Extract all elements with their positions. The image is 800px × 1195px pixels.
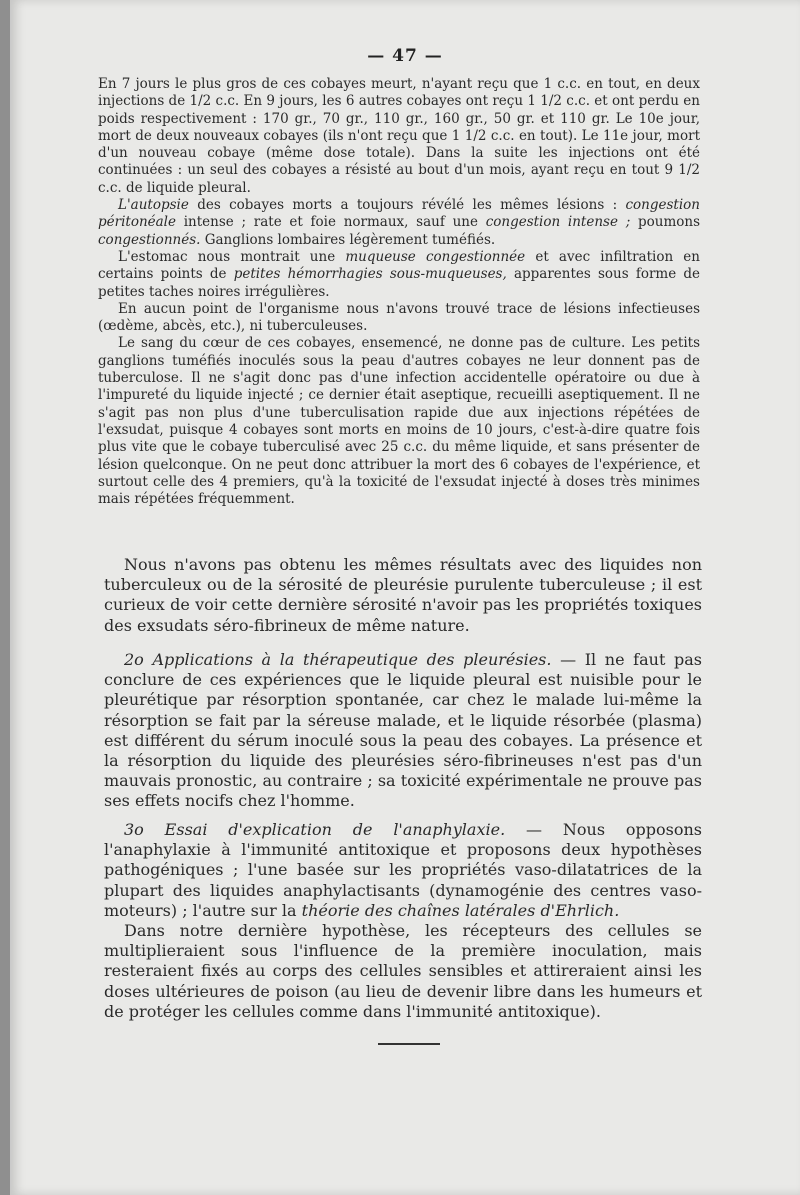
paragraph-experiment: En 7 jours le plus gros de ces cobayes meurt, n'ayant reçu que 1 c.c. en tout, en deux injections de 1/2 c.c. En 9 jours, les 6 autres cobayes ont reçu 1 1/2 c.c. et ont perdu en poids respectivement : 170 gr., 70 gr., 110 gr., 160 gr., 50 gr. et 110 gr. Le 10e jour, mort de deux nouveaux cobayes (ils n'ont reçu que 1 1/2 c.c. en tout). Le 11e jour, mort d'un nouveau cobaye (même dose totale). Dans la suite les injections ont été continuées : un seul des cobayes a résisté au bout d'un mois, ayant reçu en tout 9 1/2 c.c. de liquide pleural. [98,76,700,196]
paragraph-stomach: L'estomac nous montrait une muqueuse congestionnée et avec infiltration en certains points de petites hémorrhagies sous-muqueuses, apparentes sous forme de petites taches noires irrégulières. [98,248,700,300]
paragraph-hypothesis: Dans notre dernière hypothèse, les récepteurs des cellules se multiplieraient sous l'influence de la première inoculation, mais resteraient fixés au corps des cellules sensibles et attireraient ainsi les doses ultérieures de poison (au lieu de devenir libre dans les humeurs et de protéger les cellules comme dans l'immunité antitoxique). [104,921,702,1021]
paragraph-anaphylaxis: 3o Essai d'explication de l'anaphylaxie. — Nous opposons l'anaphylaxie à l'immunité antitoxique et proposons deux hypothèses pathogéniques ; l'une basée sur les propriétés vaso-dilatatrices de la plupart des liquides anaphylactisants (dynamogénie des centres vaso-moteurs) ; l'autre sur la théorie des chaînes latérales d'Ehrlich. Dans notre dernière hypothèse, les récepteurs des cellules se multiplieraient sous l'influence de la première inoculation, mais resteraient fixés au corps des cellules sensibles et attireraient ainsi les doses ultérieures de poison (au lieu de devenir libre dans les humeurs et de protéger les cellules comme dans l'immunité antitoxique). [104,820,702,1021]
heading-applications: 2o Applications à la thérapeutique des pleurésies. [124,650,552,669]
closing-rule [378,1043,440,1045]
paragraph-no-lesions: En aucun point de l'organisme nous n'avons trouvé trace de lésions infectieuses (œdème, abcès, etc.), ni tuberculeuses. [98,300,700,335]
paragraph-other-liquids: Nous n'avons pas obtenu les mêmes résultats avec des liquides non tuberculeux ou de la sérosité de pleurésie purulente tuberculeuse ; il est curieux de voir cette dernière sérosité n'avoir pas les propriétés toxiques des exsudats séro-fibrineux de même nature. [104,555,702,635]
heading-anaphylaxis: 3o Essai d'explication de l'anaphylaxie. [124,820,506,839]
book-page [10,0,800,1195]
page-number: — 47 — [367,46,443,66]
paragraph-therapeutic: 2o Applications à la thérapeutique des pleurésies. — Il ne faut pas conclure de ces expériences que le liquide pleural est nuisible pour le pleurétique par résorption spontanée, car chez le malade lui-même la résorption se fait par la séreuse malade, et le liquide résorbée (plasma) est différent du sérum inoculé sous la peau des cobayes. La présence et la résorption du liquide des pleurésies séro-fibrineuses n'est pas d'un mauvais pronostic, au contraire ; sa toxicité expérimentale ne prouve pas ses effets nocifs chez l'homme. [104,650,702,811]
small-print-section [98,76,700,508]
paragraph-autopsy: L'autopsie des cobayes morts a toujours révélé les mêmes lésions : congestion péritonéale intense ; rate et foie normaux, sauf une congestion intense ; poumons congestionnés. Ganglions lombaires légèrement tuméfiés. [98,197,700,248]
paragraph-blood-culture: Le sang du cœur de ces cobayes, ensemencé, ne donne pas de culture. Les petits ganglions tuméfiés inoculés sous la peau d'autres cobayes ne leur donnent pas de tuberculose. Il ne s'agit donc pas d'une infection accidentelle opératoire ou due à l'impureté du liquide injecté ; ce dernier était aseptique, recueilli aseptiquement. Il ne s'agit pas non plus d'une tuberculisation rapide due aux injections répétées de l'exsudat, puisque 4 cobayes sont morts en moins de 10 jours, c'est-à-dire quatre fois plus vite que le cobaye tuberculisé avec 25 c.c. du même liquide, et sans présenter de lésion quelconque. On ne peut donc attribuer la mort des 6 cobayes de l'expérience, et surtout celle des 4 premiers, qu'à la toxicité de l'exsudat injecté à doses très minimes mais répétées fréquemment. [98,335,700,508]
